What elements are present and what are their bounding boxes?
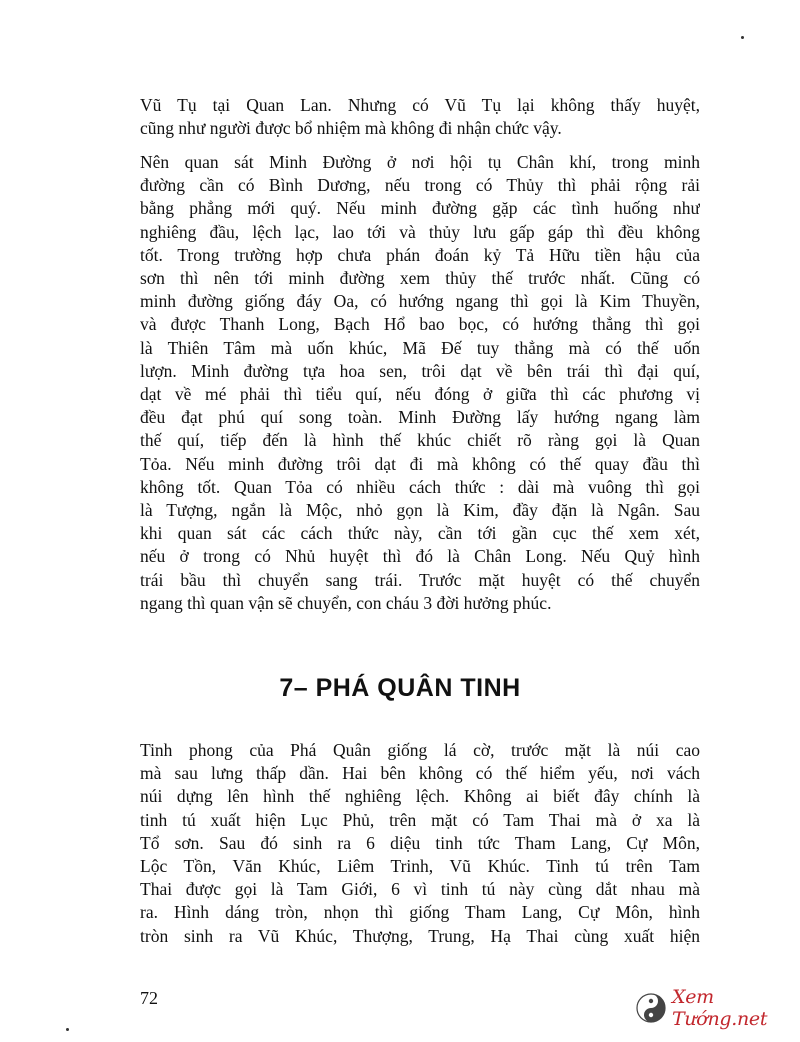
text-line: tinh tú xuất hiện Lục Phủ, trên mặt có Tam Thai mà ở xa là	[140, 809, 700, 830]
text-line: tròn sinh ra Vũ Khúc, Thượng, Trung, Hạ Thai cùng xuất hiện	[140, 925, 700, 946]
text-line: lượn. Minh đường tựa hoa sen, trôi dạt về bên trái thì đại quí,	[140, 360, 700, 381]
text-line: đều đạt phú quí song toàn. Minh Đường lấy hướng ngang làm	[140, 407, 700, 428]
text-line: trái bầu thì chuyển sang trái. Trước mặt huyệt có thế chuyển	[140, 569, 700, 590]
text-line: Vũ Tụ tại Quan Lan. Nhưng có Vũ Tụ lại không thấy huyệt,	[140, 95, 700, 115]
text-line: Tỏa. Nếu minh đường trôi dạt đi mà không có thế quay đầu thì	[140, 453, 700, 474]
scan-speck	[66, 1028, 69, 1031]
text-line: không tốt. Quan Tỏa có nhiều cách thức : dài mà vuông thì gọi	[140, 476, 700, 497]
text-line: Lộc Tồn, Văn Khúc, Liêm Trinh, Vũ Khúc. Tinh tú trên Tam	[140, 856, 700, 877]
text-line: và được Thanh Long, Bạch Hổ bao bọc, có hướng thẳng thì gọi	[140, 314, 700, 335]
text-line: mà sau lưng thấp dần. Hai bên không có thế hiểm yếu, nơi vách	[140, 763, 700, 784]
watermark-text: Xem Tướng.net	[672, 986, 768, 1030]
yin-yang-icon	[636, 993, 666, 1023]
text-line: núi dựng lên hình thế nghiêng lệch. Không ai biết đây chính là	[140, 786, 700, 807]
text-line: cũng như người được bổ nhiệm mà không đi nhận chức vậy.	[140, 118, 562, 139]
text-line: sơn thì nên tới minh đường xem thủy thế trước nhất. Cũng có	[140, 268, 700, 289]
watermark	[636, 986, 796, 1030]
text-line: là Thiên Tâm mà uốn khúc, Mã Đế tuy thẳng mà có thế uốn	[140, 337, 700, 358]
text-line: dạt về mé phải thì tiểu quí, nếu đóng ở giữa thì các phương vị	[140, 384, 700, 405]
text-line: Nên quan sát Minh Đường ở nơi hội tụ Chân khí, trong minh	[140, 152, 700, 172]
text-line: là Tượng, ngắn là Mộc, nhỏ gọn là Kim, đầy đặn là Ngân. Sau	[140, 500, 700, 521]
text-line: Thai được gọi là Tam Giới, 6 vì tinh tú này cùng dắt nhau mà	[140, 879, 700, 900]
text-line: ngang thì quan vận sẽ chuyển, con cháu 3 đời hưởng phúc.	[140, 592, 552, 613]
text-line: Tổ sơn. Sau đó sinh ra 6 diệu tinh tức Tham Lang, Cự Môn,	[140, 832, 700, 853]
text-line: khi quan sát các cách thức này, cần tới gần cục thế xem xét,	[140, 523, 700, 544]
scan-speck	[741, 36, 744, 39]
text-line: nghiêng đầu, lệch lạc, lao tới và thủy lưu gấp gáp thì đều không	[140, 221, 700, 242]
text-line: nếu ở trong có Nhủ huyệt thì đó là Chân Long. Nếu Quỷ hình	[140, 546, 700, 567]
page-number: 72	[140, 988, 158, 1008]
text-line: ra. Hình dáng tròn, nhọn thì giống Tham Lang, Cự Môn, hình	[140, 902, 700, 923]
section-heading: 7– PHÁ QUÂN TINH	[279, 674, 521, 702]
text-line: tốt. Trong trường hợp chưa phán đoán kỷ Tả Hữu tiền hậu của	[140, 244, 700, 265]
paragraph-continuation	[140, 94, 700, 140]
text-line: bằng phẳng mới quý. Nếu minh đường gặp các tình huống như	[140, 198, 700, 219]
text-line: đường cần có Bình Dương, nếu trong có Thủy thì phải rộng rải	[140, 175, 700, 196]
paragraph-minh-duong	[140, 151, 700, 615]
paragraph-pha-quan-tinh	[140, 739, 700, 948]
text-line: Tinh phong của Phá Quân giống lá cờ, trước mặt là núi cao	[140, 740, 700, 760]
text-line: thế quí, tiếp đến là hình thế khúc chiết rõ ràng gọi là Quan	[140, 430, 700, 451]
text-line: minh đường giống đáy Oa, có hướng ngang thì gọi là Kim Thuyền,	[140, 291, 700, 312]
